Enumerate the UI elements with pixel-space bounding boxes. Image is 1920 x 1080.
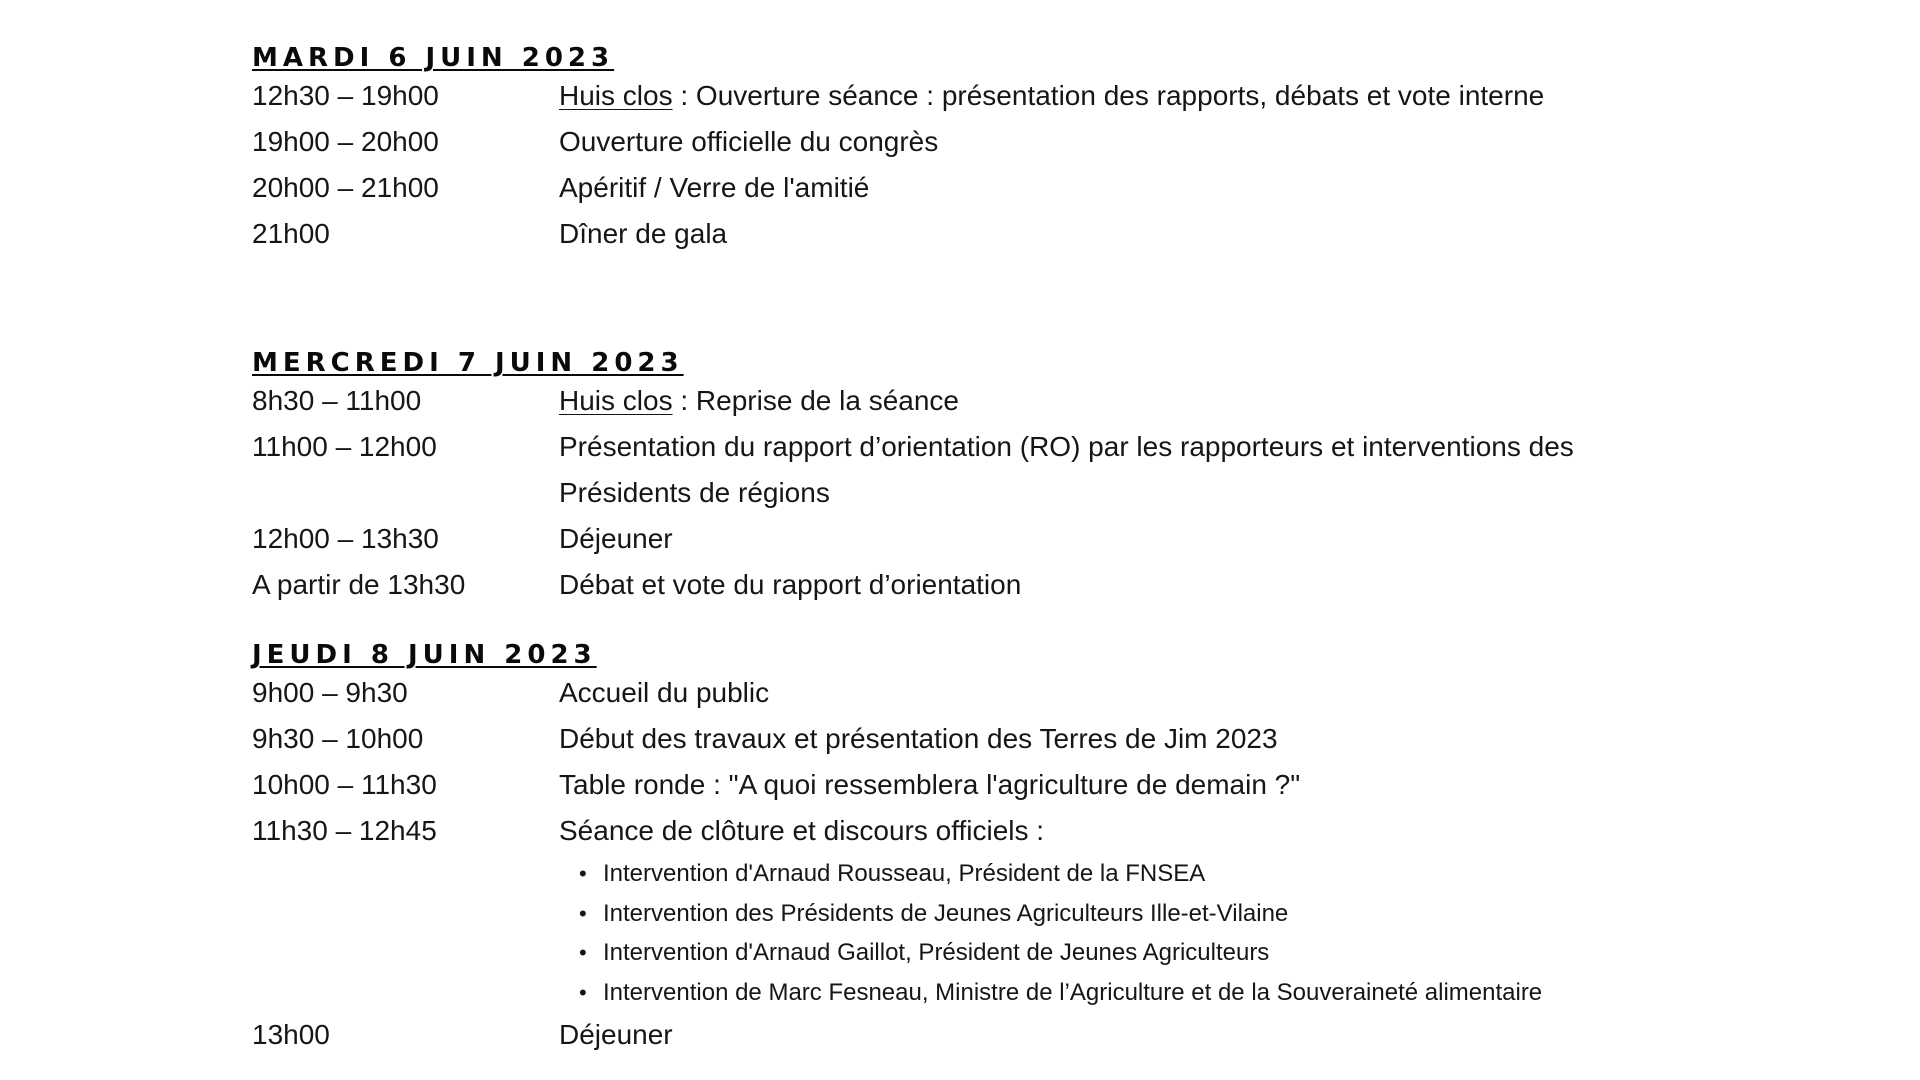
time-slot: 12h00 – 13h30: [252, 523, 439, 554]
closed-session-label: Huis clos: [559, 385, 673, 416]
bullet-icon: •: [579, 940, 587, 965]
event-description: Accueil du public: [559, 677, 770, 708]
event-text: : Reprise de la séance: [672, 385, 959, 416]
schedule-row: [252, 562, 1712, 608]
schedule-row: [252, 808, 1712, 854]
time-slot: A partir de 13h30: [252, 569, 466, 600]
event-description: Table ronde : "A quoi ressemblera l'agriculture de demain ?": [559, 769, 1301, 800]
day-section-thursday: [252, 640, 1712, 1058]
time-slot: 20h00 – 21h00: [252, 172, 439, 203]
day-heading: MERCREDI 7 JUIN 2023: [252, 348, 684, 378]
list-item-text: Intervention d'Arnaud Gaillot, Président de Jeunes Agriculteurs: [603, 939, 1270, 966]
schedule-row: [252, 73, 1712, 119]
event-description: Présentation du rapport d’orientation (RO) par les rapporteurs et interventions des Présidents de régions: [559, 431, 1574, 508]
list-item: [579, 933, 1712, 973]
day-heading: JEUDI 8 JUIN 2023: [252, 640, 597, 670]
list-item: [579, 973, 1712, 1013]
time-slot: 9h00 – 9h30: [252, 677, 408, 708]
schedule-row: [252, 119, 1712, 165]
time-slot: 12h30 – 19h00: [252, 80, 439, 111]
schedule-row: [252, 516, 1712, 562]
time-slot: 10h00 – 11h30: [252, 769, 437, 800]
list-item: [579, 854, 1712, 894]
bullet-icon: •: [579, 979, 587, 1005]
schedule-row: [252, 1012, 1712, 1058]
schedule-row: [252, 378, 1712, 424]
schedule-row: [252, 424, 1712, 516]
event-description: Début des travaux et présentation des Terres de Jim 2023: [559, 723, 1278, 754]
schedule-row: [252, 670, 1712, 716]
bullet-icon: •: [579, 900, 587, 926]
schedule-row: [252, 211, 1712, 257]
time-slot: 11h00 – 12h00: [252, 431, 437, 462]
event-description: [559, 73, 1712, 119]
day-section-wednesday: [252, 348, 1712, 608]
event-description: Séance de clôture et discours officiels :: [559, 815, 1045, 846]
closed-session-label: Huis clos: [559, 80, 673, 111]
day-heading: MARDI 6 JUIN 2023: [252, 43, 615, 73]
time-slot: 21h00: [252, 218, 330, 249]
list-item-text: Intervention des Présidents de Jeunes Agriculteurs Ille-et-Vilaine: [603, 899, 1289, 927]
event-description: Ouverture officielle du congrès: [559, 126, 939, 157]
time-slot: 19h00 – 20h00: [252, 126, 439, 157]
speaker-list: [579, 854, 1712, 1012]
event-description: Apéritif / Verre de l'amitié: [559, 172, 870, 203]
list-item-text: Intervention de Marc Fesneau, Ministre de l’Agriculture et de la Souveraineté alimentaire: [603, 978, 1543, 1006]
schedule-row: [252, 165, 1712, 211]
day-section-tuesday: [252, 43, 1712, 257]
event-description: Débat et vote du rapport d’orientation: [559, 569, 1022, 600]
schedule-row: [252, 716, 1712, 762]
time-slot: 13h00: [252, 1019, 330, 1050]
schedule-row: [252, 762, 1712, 808]
event-description: Déjeuner: [559, 1019, 673, 1050]
bullet-icon: •: [579, 861, 587, 886]
list-item: [579, 894, 1712, 934]
event-description: [559, 378, 1712, 424]
event-description: Dîner de gala: [559, 218, 728, 249]
time-slot: 8h30 – 11h00: [252, 385, 422, 416]
event-text: : Ouverture séance : présentation des rapports, débats et vote interne: [672, 80, 1545, 111]
event-description: Déjeuner: [559, 523, 673, 554]
time-slot: 11h30 – 12h45: [252, 815, 437, 846]
list-item-text: Intervention d'Arnaud Rousseau, Président de la FNSEA: [603, 860, 1206, 887]
time-slot: 9h30 – 10h00: [252, 723, 424, 754]
